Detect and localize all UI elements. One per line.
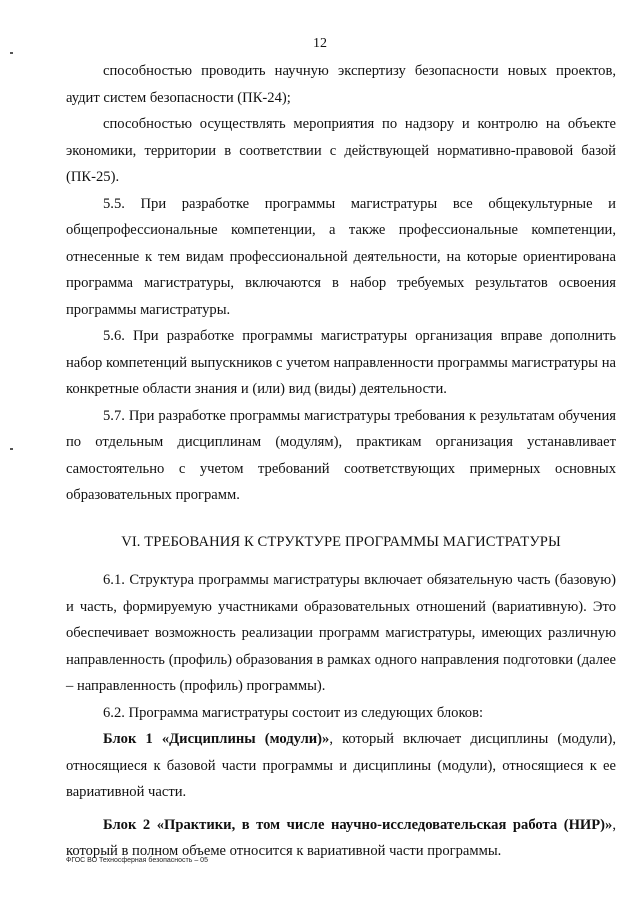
page-number: 12 xyxy=(313,36,327,51)
section-heading: VI. ТРЕБОВАНИЯ К СТРУКТУРЕ ПРОГРАММЫ МАГИСТРАТУРЫ xyxy=(121,533,561,550)
block-1-title: Блок 1 «Дисциплины (модули)» xyxy=(103,731,330,747)
block-2-text: , который в полном объеме относится к вариативной части программы. xyxy=(66,816,616,859)
block-2-title: Блок 2 «Практики, в том числе научно-исследовательская работа (НИР)» xyxy=(103,816,613,833)
scan-artifact xyxy=(10,448,13,450)
paragraph-5-5: 5.5. При разработке программы магистратуры все общекультурные и общепрофессиональные компетенции, а также профессиональные компетенции, отнесенные к тем видам профессиональной деятельности, на которые ориентирована программа магистратуры, включаются в набор требуемых результатов освоения программы магистратуры. xyxy=(66,195,616,318)
paragraph-6-2: 6.2. Программа магистратуры состоит из следующих блоков: xyxy=(103,704,484,721)
paragraph-pk24: способностью проводить научную экспертизу безопасности новых проектов, аудит систем безопасности (ПК-24); xyxy=(66,63,616,106)
paragraph-5-7: 5.7. При разработке программы магистратуры требования к результатам обучения по отдельным дисциплинам (модулям), практикам организация устанавливает самостоятельно с учетом требований соответствующих примерных основных образовательных программ. xyxy=(66,407,616,503)
block-1-paragraph xyxy=(66,726,616,806)
paragraph-6-1: 6.1. Структура программы магистратуры включает обязательную часть (базовую) и часть, формируемую участниками образовательных отношений (вариативную). Это обеспечивает возможность реализации программ магистратуры, имеющих различную направленность (профиль) образования в рамках одного направления подготовки (далее – направленность (профиль) программы). xyxy=(66,572,616,694)
paragraph-5-6: 5.6. При разработке программы магистратуры организация вправе дополнить набор компетенций выпускников с учетом направленности программы магистратуры на конкретные области знания и (или) вид (виды) деятельности. xyxy=(66,328,616,397)
document-body xyxy=(66,58,616,865)
paragraph-pk25: способностью осуществлять мероприятия по надзору и контролю на объекте экономики, территории в соответствии с действующей нормативно-правовой базой (ПК-25). xyxy=(66,116,616,185)
block-1-text: , который включает дисциплины (модули), относящиеся к базовой части программы и дисциплины (модули), относящиеся к ее вариативной части. xyxy=(66,731,617,800)
footer-note: ФГОС ВО Техносферная безопасность – 05 xyxy=(66,857,208,864)
scan-artifact xyxy=(10,52,13,54)
